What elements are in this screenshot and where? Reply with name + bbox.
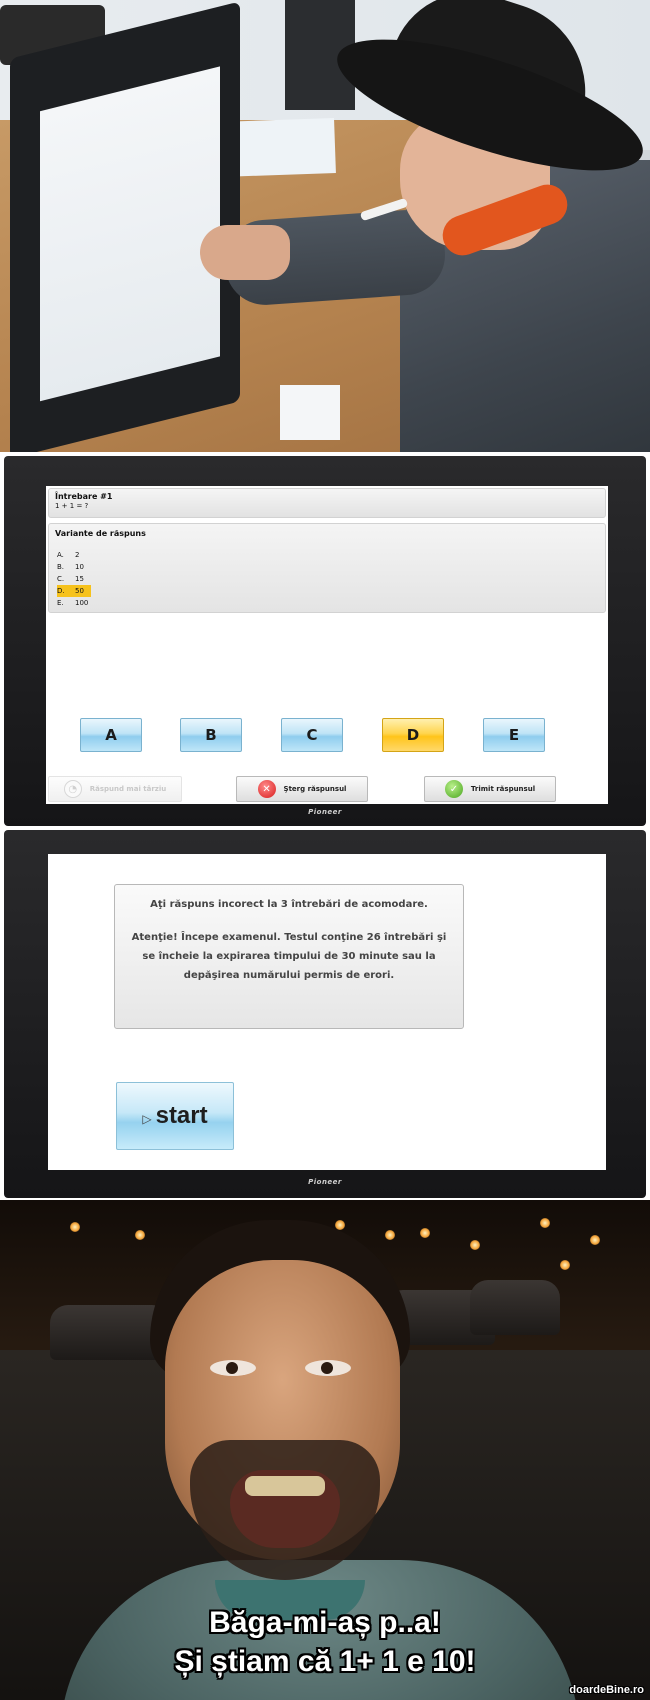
start-button[interactable]: ▷ start [116,1082,234,1150]
answer-later-button[interactable]: ◔ Răspund mai târziu [48,776,182,802]
answer-button-d[interactable]: D [382,718,444,752]
answers-title: Variante de răspuns [55,529,146,538]
answer-option-c[interactable]: C. 15 [57,575,84,583]
incorrect-message: Aţi răspuns incorect la 3 întrebări de acomodare. [150,899,428,910]
question-text: 1 + 1 = ? [55,502,89,510]
exam-message-box [114,884,464,1029]
answer-button-b[interactable]: B [180,718,242,752]
monitor-brand-logo: Pioneer [308,808,342,816]
answers-panel [48,523,606,613]
cursor-arrow-icon: ▷ [142,1112,152,1126]
close-icon: ✕ [258,780,276,798]
caption-line-1: Băga-mi-aș p..a! [209,1606,441,1639]
exam-monitor [10,1,240,452]
checkmark-icon: ✓ [445,780,463,798]
submit-answer-button[interactable]: ✓ Trimit răspunsul [424,776,556,802]
action-button-row [46,776,608,802]
question-header [48,488,606,518]
photo-man-at-exam-terminal [0,0,650,452]
monitor-start-frame [4,830,646,1198]
answer-option-d-selected[interactable]: D. 50 [57,585,91,597]
quiz-screen [46,486,608,804]
answer-option-a[interactable]: A. 2 [57,551,80,559]
answer-button-e[interactable]: E [483,718,545,752]
letter-button-row [46,718,608,754]
site-watermark: doardeBine.ro [569,1684,644,1696]
clear-answer-button[interactable]: ✕ Şterg răspunsul [236,776,368,802]
start-screen [48,854,606,1170]
monitor-brand-logo: Pioneer [308,1178,342,1186]
answer-button-a[interactable]: A [80,718,142,752]
exam-warning-message: Atenţie! Începe examenul. Testul conţine 26 întrebări şi se încheie la expirarea timpului de 30 minute sau la depăşirea numărului permis de erori. [131,932,447,981]
answer-button-c[interactable]: C [281,718,343,752]
answers-list [57,549,92,609]
monitor-quiz-frame [4,456,646,826]
answer-option-e[interactable]: E. 100 [57,599,89,607]
question-title: Întrebare #1 [55,492,113,501]
caption-line-2: Și știam că 1+ 1 e 10! [174,1645,476,1678]
skip-icon: ◔ [64,780,82,798]
answer-option-b[interactable]: B. 10 [57,563,84,571]
